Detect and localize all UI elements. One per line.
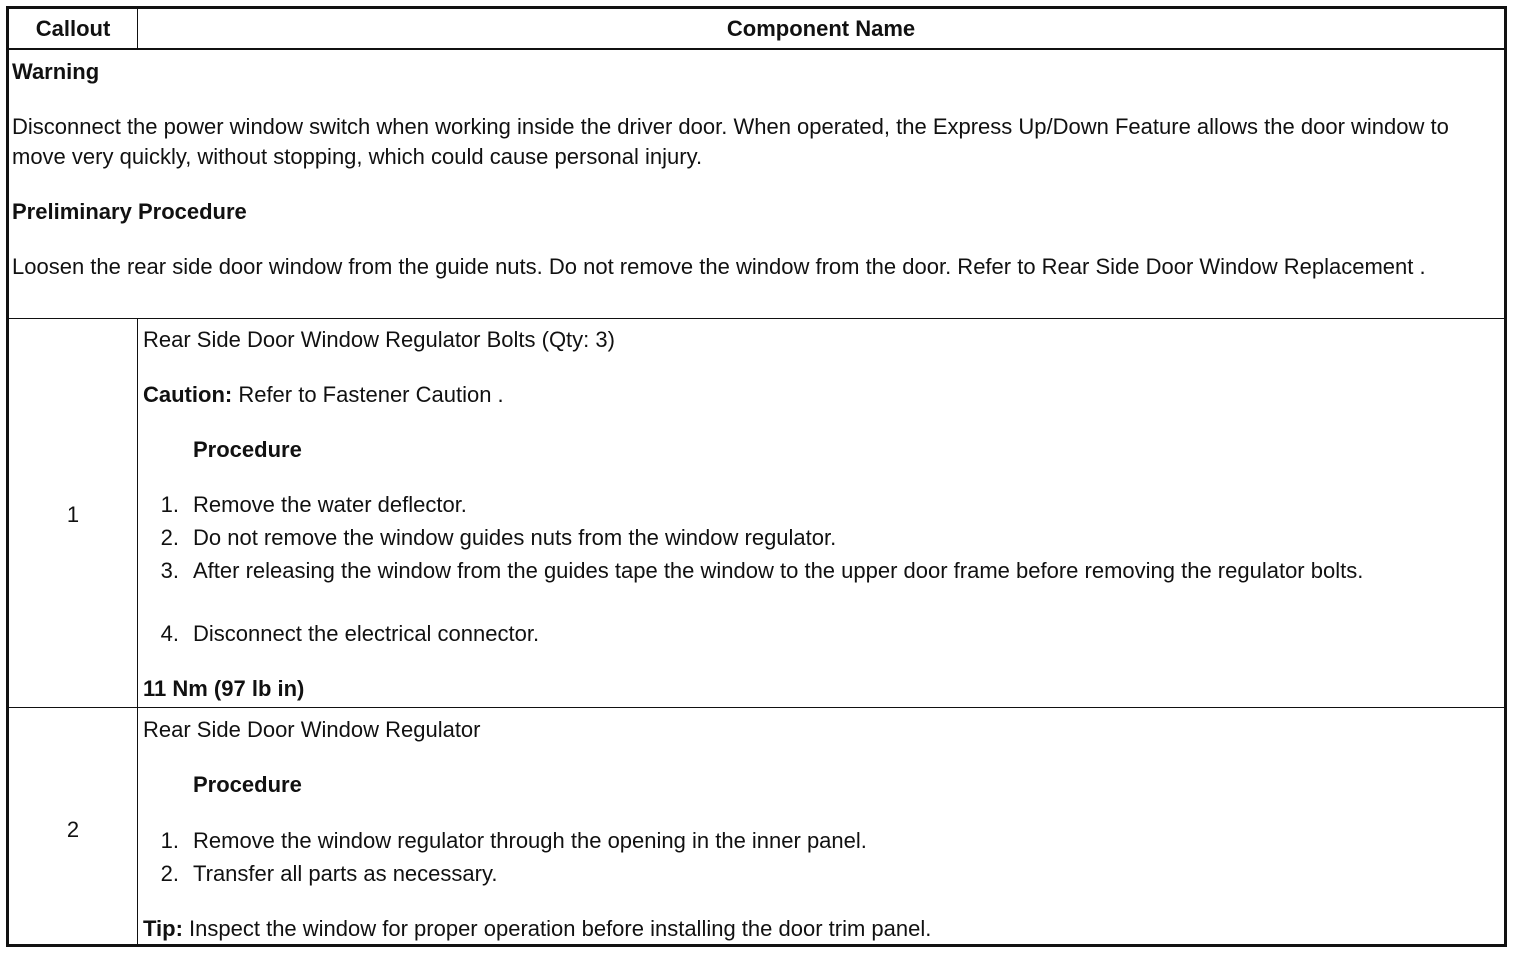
caution-text: Refer to Fastener Caution . xyxy=(232,382,504,407)
step-number: 2. xyxy=(160,861,179,886)
callout-number: 1 xyxy=(66,502,80,527)
step-text: After releasing the window from the guides tape the window to the upper door frame before removing the regulator bolts. xyxy=(193,558,1364,583)
tip-note xyxy=(143,914,931,944)
preliminary-procedure-text: Loosen the rear side door window from the guide nuts. Do not remove the window from the door. Refer to Rear Side Door Window Replacement . xyxy=(12,254,1426,279)
caution-note xyxy=(143,380,504,410)
step-number: 1. xyxy=(160,828,179,853)
tip-label: Tip: xyxy=(143,916,183,941)
torque-spec: 11 Nm (97 lb in) xyxy=(143,676,305,701)
step-number: 1. xyxy=(160,492,179,517)
step-number: 3. xyxy=(160,558,179,583)
procedure-label: Procedure xyxy=(193,437,302,462)
row-title: Rear Side Door Window Regulator Bolts (Qty: 3) xyxy=(143,327,615,352)
component-table xyxy=(6,6,1507,947)
step-text: Do not remove the window guides nuts from the window regulator. xyxy=(193,525,837,550)
step-text: Remove the water deflector. xyxy=(193,492,467,517)
row-title: Rear Side Door Window Regulator xyxy=(143,717,481,742)
caution-label: Caution: xyxy=(143,382,233,407)
callout-number: 2 xyxy=(66,817,80,842)
warning-text: Disconnect the power window switch when working inside the driver door. When operated, the Express Up/Down Feature allows the door window to move very quickly, without stopping, which could cause personal injury. xyxy=(12,114,1449,169)
intro-divider xyxy=(9,318,1504,319)
header-component-name: Component Name xyxy=(726,16,916,41)
step-text: Transfer all parts as necessary. xyxy=(193,861,498,886)
warning-title: Warning xyxy=(12,59,100,84)
row-column-divider xyxy=(137,319,138,947)
header-callout: Callout xyxy=(35,16,111,41)
row-divider xyxy=(9,707,1504,708)
preliminary-procedure-title: Preliminary Procedure xyxy=(12,199,247,224)
step-number: 4. xyxy=(160,621,179,646)
procedure-label: Procedure xyxy=(193,772,302,797)
tip-text: Inspect the window for proper operation before installing the door trim panel. xyxy=(182,916,932,941)
header-divider xyxy=(9,48,1504,50)
step-number: 2. xyxy=(160,525,179,550)
step-text: Disconnect the electrical connector. xyxy=(193,621,540,646)
step-text: Remove the window regulator through the opening in the inner panel. xyxy=(193,828,867,853)
